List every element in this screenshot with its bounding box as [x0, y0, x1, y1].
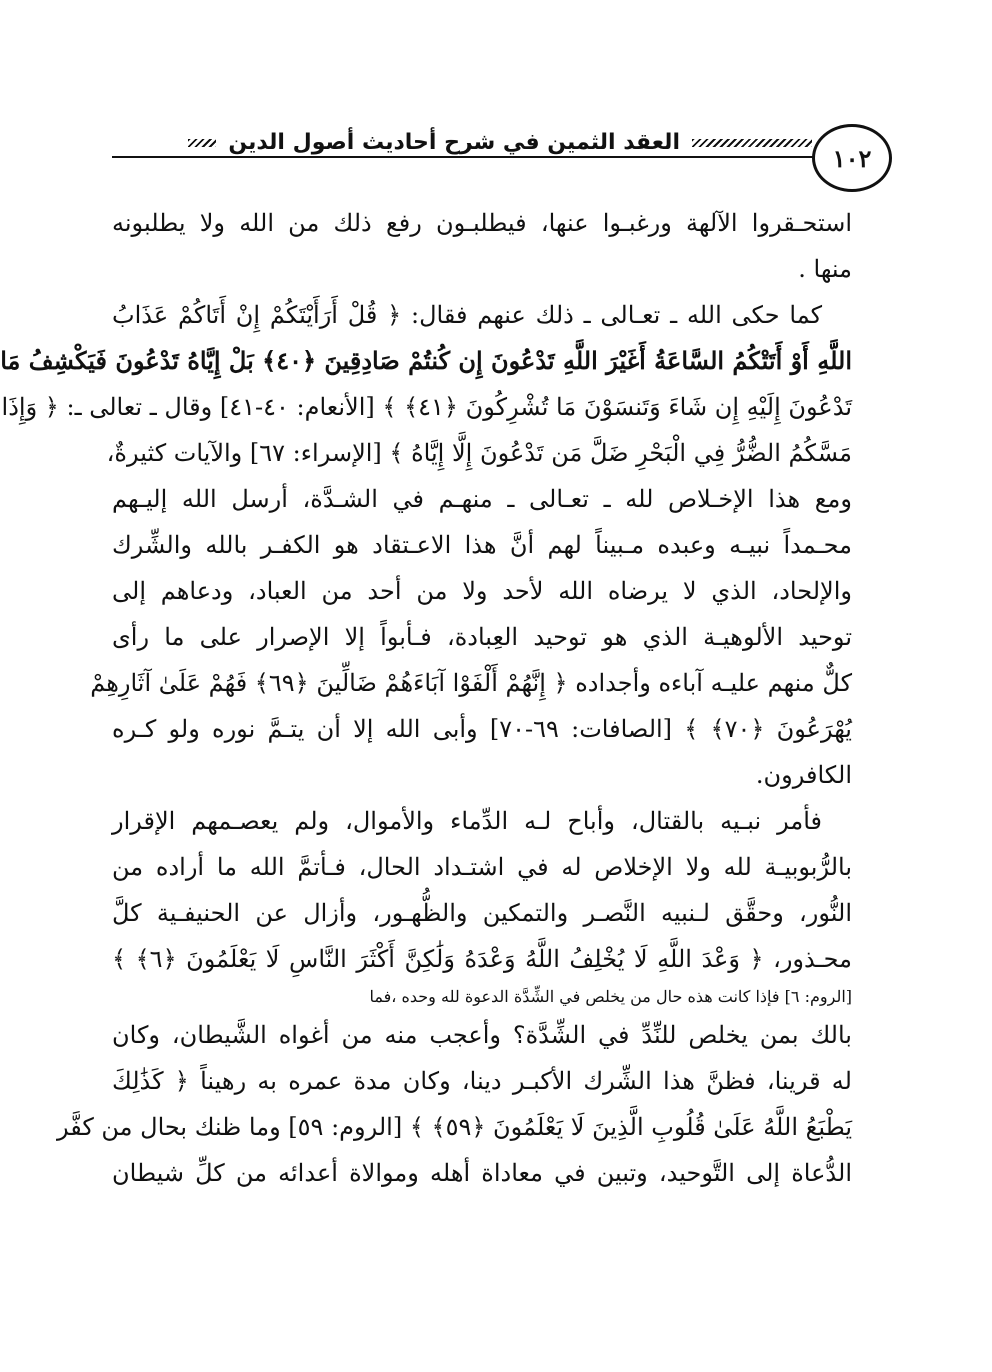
text-line: بالرُّبوبيـة لله ولا الإخلاص له في اشتـداد الحال، فـأتمَّ الله ما أراده من — [112, 853, 852, 881]
text-line: الكافرون. — [755, 761, 852, 789]
text-line: الدُّعاة إلى التَّوحيد، وتبين في معاداة أهله وموالاة أعدائه من كلِّ شيطان — [112, 1159, 852, 1187]
text-line: محـمداً نبيـه وعبده مـبيناً لهم أنَّ هذا الاعـتقاد هو الكفـر بالله والشِّرك — [112, 531, 852, 559]
text-line: يُهْرَعُونَ ﴿٧٠﴾ ﴾ [الصافات: ٦٩-٧٠] وأبى الله إلا أن يتـمَّ نوره ولو كـره — [112, 715, 852, 743]
text-line: كلٌّ منهم عليـه آباءه وأجداده ﴿ إِنَّهُمْ أَلْفَوْا آبَاءَهُمْ ضَالِّينَ ﴿٦٩﴾ فَهُمْ عَلَىٰ آثَارِهِمْ — [90, 669, 852, 697]
text-line: تَدْعُونَ إِلَيْهِ إِن شَاءَ وَتَنسَوْنَ مَا تُشْرِكُونَ ﴿٤١﴾ ﴾ [الأنعام: ٤٠-٤١] وقال ـ تعالى ـ: ﴿ وَإِذَا — [1, 393, 852, 421]
text-line: يَطْبَعُ اللَّهُ عَلَىٰ قُلُوبِ الَّذِينَ لَا يَعْلَمُونَ ﴿٥٩﴾ ﴾ [الروم: ٥٩] وما ظنك بحال من كفَّر — [56, 1113, 852, 1141]
text-line: توحيد الألوهيـة الذي هو توحيد العِبادة، فـأبواً إلا الإصرار على ما رأى — [112, 623, 852, 651]
book-title: العقد الثمين في شرح أحاديث أصول الدين — [228, 130, 680, 155]
text-line: كما حكى الله ـ تعـالى ـ ذلك عنهم فقال: ﴿ قُلْ أَرَأَيْتَكُمْ إِنْ أَتَاكُمْ عَذَابُ — [112, 301, 823, 329]
text-line: استحـقروا الآلهة ورغبـوا عنها، فيطلبـون رفع ذلك من الله ولا يطلبونه — [112, 209, 852, 237]
header-ornament-right — [692, 139, 812, 147]
header-ornament-left — [188, 139, 216, 147]
text-line: [الروم: ٦] فإذا كانت هذه حال من يخلص في الشِّدَّة الدعوة لله وحده ،فما — [369, 987, 852, 1006]
page-number: ١٠٢ — [812, 124, 892, 192]
text-line: والإلحاد، الذي لا يرضاه الله لأحد ولا من أحد من العباد، ودعاهم إلى — [112, 577, 852, 605]
text-line: له قرينا، فظنَّ هذا الشِّرك الأكبـر دينا، وكان مدة عمره به رهيناً ﴿ كَذَٰلِكَ — [112, 1067, 852, 1095]
text-line: منها . — [798, 255, 852, 283]
quran-line: اللَّهِ أَوْ أَتَتْكُمُ السَّاعَةُ أَغَيْرَ اللَّهِ تَدْعُونَ إِن كُنتُمْ صَادِقِينَ ﴿٤٠﴾ بَلْ إِيَّاهُ تَدْعُونَ فَيَكْشِفُ مَا — [0, 346, 852, 375]
running-header — [112, 118, 872, 198]
text-line: بالك بمن يخلص للنِّدِّ في الشِّدَّة؟ وأعجب منه من أغواه الشَّيطان، وكان — [112, 1021, 852, 1049]
text-line: ومع هذا الإخـلاص لله ـ تعـالى ـ منهـم في الشـدَّة، أرسل الله إليـهم — [112, 485, 852, 513]
header-rule — [112, 156, 832, 158]
text-line: مَسَّكُمُ الضُّرُّ فِي الْبَحْرِ ضَلَّ مَن تَدْعُونَ إِلَّا إِيَّاهُ ﴾ [الإسراء: ٦٧] والآيات كثيرةٌ، — [106, 439, 852, 467]
text-line: فأمر نبـيه بالقتال، وأباح لـه الدِّماء والأموال، ولم يعصـمهم الإقرار — [112, 807, 822, 835]
text-line: النُّور، وحقَّق لـنبيه النَّصـر والتمكين والظُّهـور، وأزال عن الحنيفـية كلَّ — [112, 899, 852, 927]
text-line: محـذور، ﴿ وَعْدَ اللَّهِ لَا يُخْلِفُ اللَّهُ وَعْدَهُ وَلَٰكِنَّ أَكْثَرَ النَّاسِ لَا يَعْلَمُونَ ﴿٦﴾ ﴾ — [112, 945, 852, 973]
page-body — [0, 200, 852, 1196]
header-title-row — [112, 130, 812, 155]
